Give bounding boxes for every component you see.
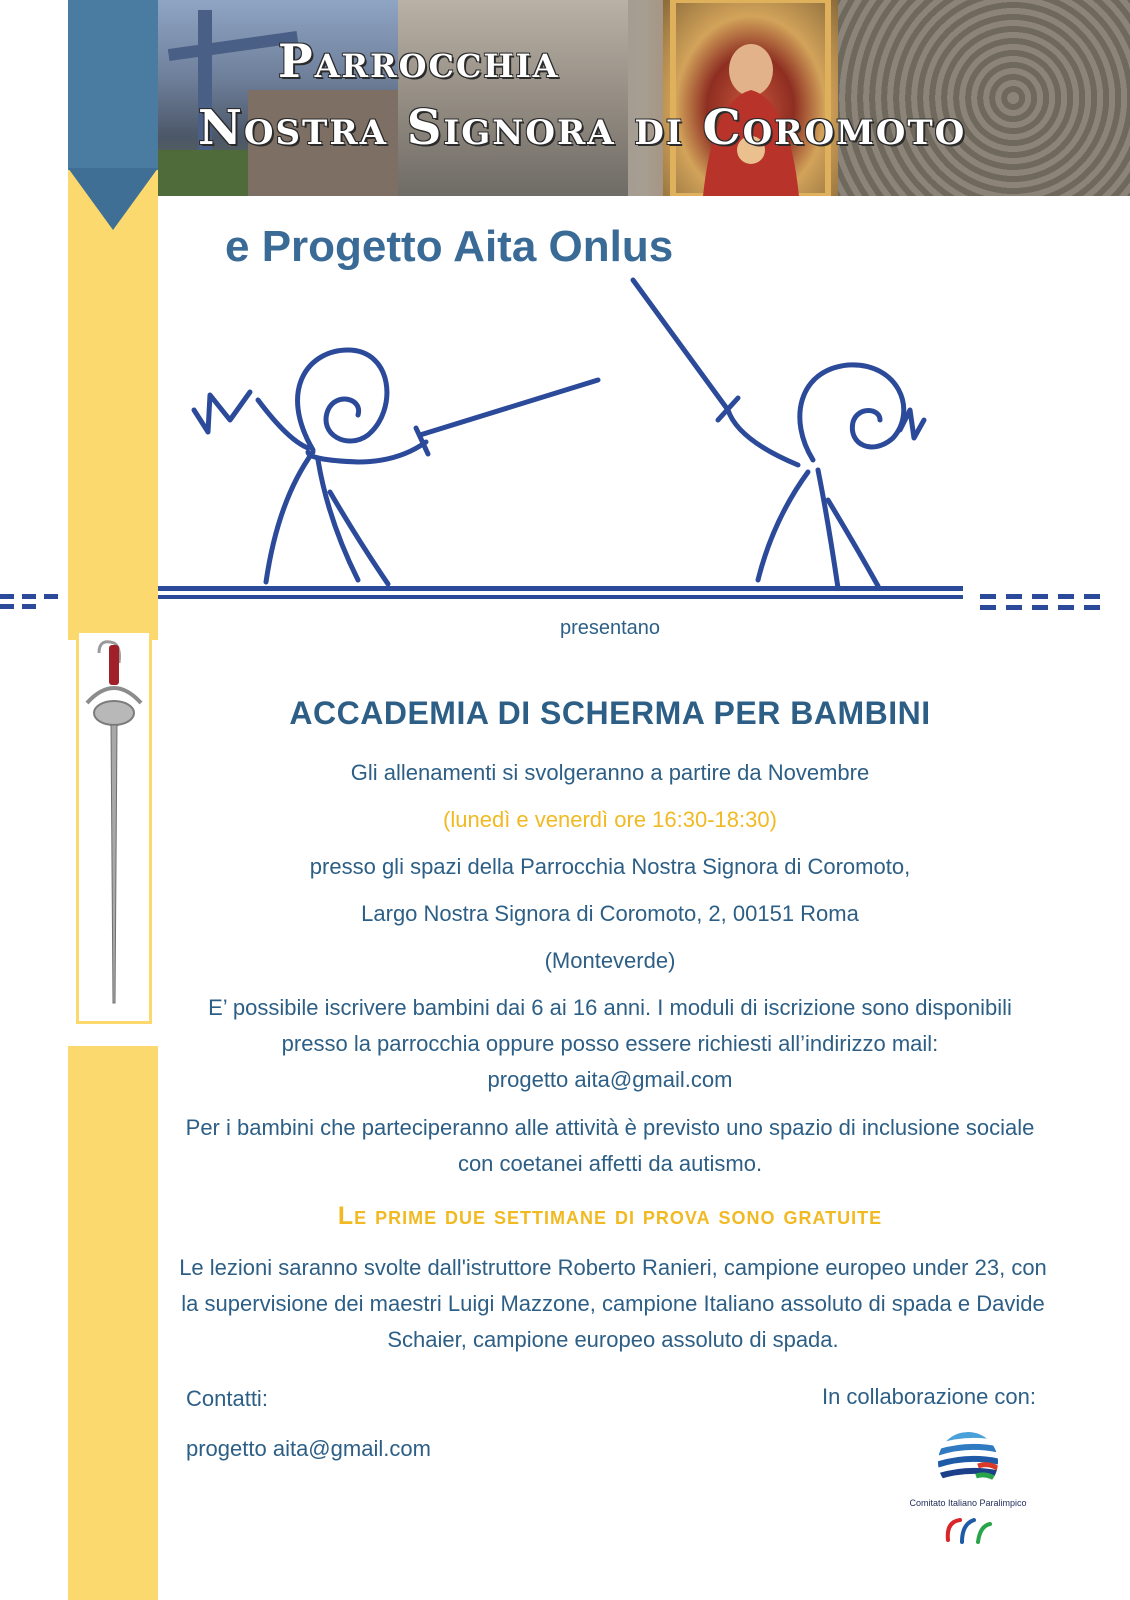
- dash-left-4: [0, 604, 14, 609]
- agitos-icon: [940, 1512, 996, 1548]
- sword-image-frame: [76, 630, 152, 1024]
- left-fencer-foil: [420, 380, 598, 435]
- sword-icon: [79, 633, 149, 1021]
- dash-left-2: [22, 594, 36, 599]
- district-text: (Monteverde): [544, 948, 676, 973]
- dash-left-1: [0, 594, 14, 599]
- ground-line-top: [158, 586, 963, 591]
- dash-right-3: [1032, 594, 1048, 599]
- madonna-figure-icon: [663, 0, 838, 196]
- fencers-illustration: [158, 270, 1130, 610]
- inclusion-paragraph: Per i bambini che parteciperanno alle attività è previsto uno spazio di inclusione sociale con coetanei affetti da autismo.: [185, 1115, 1035, 1176]
- chevron-down-icon: [68, 168, 158, 230]
- dash-right-1: [980, 594, 996, 599]
- contacts-email[interactable]: progetto aita@gmail.com: [186, 1436, 431, 1461]
- ground-line-bottom: [158, 595, 963, 599]
- church-cross-icon: [158, 0, 398, 196]
- statue-photo: [398, 0, 628, 196]
- left-blue-band: [68, 0, 158, 170]
- header-banner: [158, 0, 1130, 196]
- subtitle: e Progetto Aita Onlus: [225, 222, 674, 271]
- presenting-text: presentano: [559, 617, 661, 639]
- left-fencer-head: [298, 350, 387, 450]
- enrollment-text: E’ possibile iscrivere bambini dai 6 ai 16 anni. I moduli di iscrizione sono disponibili presso la parrocchia oppure posso essere richiesti all’indirizzo mail:: [208, 995, 1012, 1056]
- dash-right-2: [1006, 594, 1022, 599]
- dash-right-4: [1058, 594, 1074, 599]
- dash-right-9: [1058, 605, 1074, 610]
- dash-right-10: [1084, 605, 1100, 610]
- paralympic-committee-logo-icon: [928, 1426, 1008, 1498]
- enrollment-paragraph: [180, 990, 1040, 1098]
- right-fencer-head: [800, 365, 904, 460]
- dash-left-3: [44, 594, 58, 599]
- contacts-label: Contatti:: [186, 1386, 268, 1411]
- dash-right-5: [1084, 594, 1100, 599]
- left-fencer-hand: [194, 392, 250, 432]
- church-photo: [158, 0, 398, 196]
- lessons-paragraph: Le lezioni saranno svolte dall'istruttore Roberto Ranieri, campione europeo under 23, con la supervisione dei maestri Luigi Mazzone, campione Italiano assoluto di spada e Davide Schaier, campione europeo assoluto di spada.: [179, 1255, 1047, 1352]
- dash-left-5: [22, 604, 36, 609]
- address-text: Largo Nostra Signora di Coromoto, 2, 00151 Roma: [361, 901, 859, 926]
- banner-title-line1: Parrocchia: [278, 34, 560, 88]
- left-yellow-band-bottom: [68, 1046, 158, 1600]
- training-start-text: Gli allenamenti si svolgeranno a partire da Novembre: [350, 760, 870, 785]
- right-fencer-foil: [633, 280, 728, 410]
- partner-name: Comitato Italiano Paralimpico: [909, 1498, 1027, 1508]
- schedule-text: (lunedì e venerdì ore 16:30-18:30): [443, 807, 777, 832]
- free-trial-heading: Le prime due settimane di prova sono gratuite: [337, 1202, 883, 1230]
- collaboration-label: In collaborazione con:: [821, 1384, 1036, 1409]
- academy-title: ACCADEMIA DI SCHERMA PER BAMBINI: [289, 695, 931, 731]
- place-text: presso gli spazi della Parrocchia Nostra Signora di Coromoto,: [309, 854, 911, 879]
- banner-title-line2: Nostra Signora di Coromoto: [198, 100, 967, 156]
- stone-relief-photo: [838, 0, 1130, 196]
- madonna-icon: [663, 0, 838, 196]
- enrollment-email[interactable]: progetto aita@gmail.com: [487, 1067, 733, 1092]
